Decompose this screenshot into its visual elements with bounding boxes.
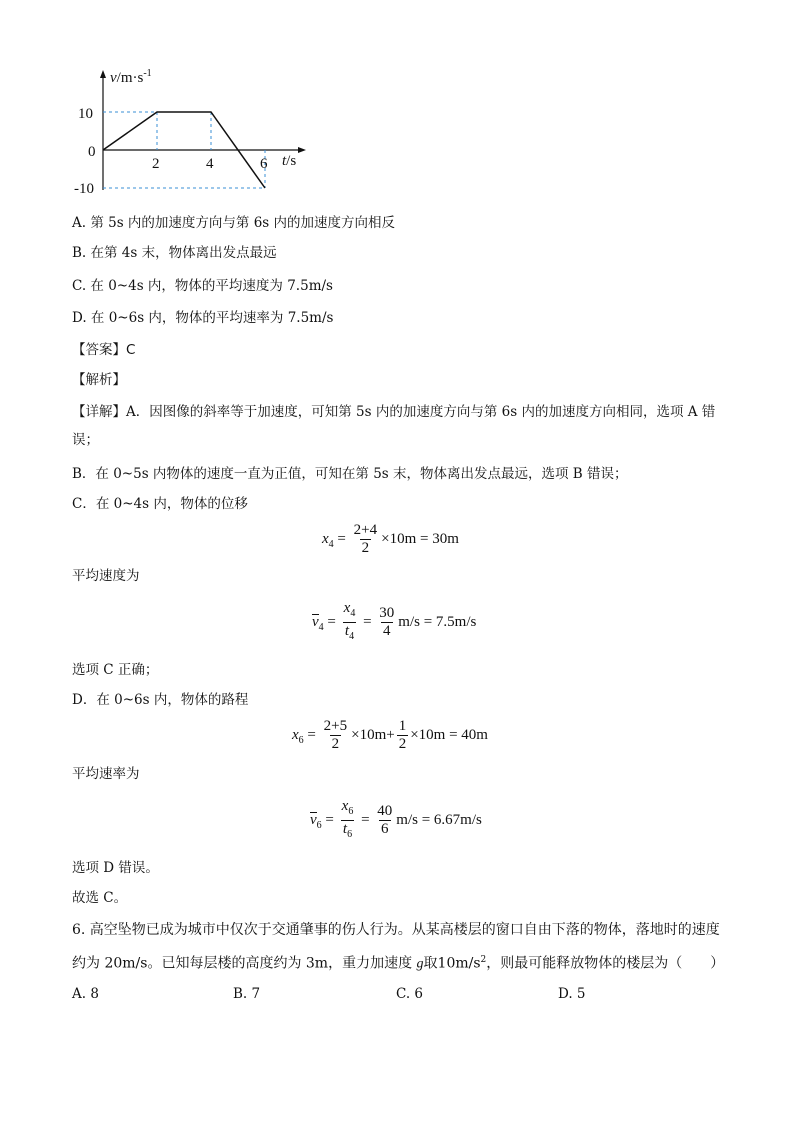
q6-stem-line-2: 约为 20m/s。已知每层楼的高度约为 3m，重力加速度 g取$10m/s^2$，则最可能释放物体的楼层为（ ） (72, 955, 725, 972)
option-d: D. 在 0~6s 内，物体的平均速率为 7.5m/s (72, 310, 334, 326)
detail-c-intro: C．在 0~4s 内，物体的位移 (72, 496, 248, 512)
x-tick-4: 4 (206, 156, 214, 172)
analysis-heading: 【解析】 (72, 372, 126, 388)
option-b: B. 在第 4s 末，物体离出发点最远 (72, 245, 277, 261)
q6-option-c: C. 6 (396, 986, 424, 1002)
y-tick-10: 10 (78, 106, 93, 122)
equation-avg-velocity-4: $v_4$ = $\frac{x_4}{t_4}$ = $\frac{30}{4}$ m/s = 7.5m/s (312, 600, 476, 645)
q6-stem-line-1: 6. 高空坠物已成为城市中仅次于交通肇事的伤人行为。从某高楼层的窗口自由下落的物体，落地时的速度 (72, 922, 720, 938)
avg-rate-label: 平均速率为 (72, 766, 140, 782)
x-tick-6: 6 (260, 156, 268, 172)
x-axis-label: t/s (282, 153, 297, 169)
equation-avg-rate-6: $v_6$ = $\frac{x_6}{t_6}$ = $\frac{40}{6}$ m/s = 6.67m/s (310, 798, 482, 843)
y-axis-arrow (100, 70, 106, 78)
x-tick-2: 2 (152, 156, 160, 172)
q6-option-b: B. 7 (233, 986, 261, 1002)
y-tick-neg10: -10 (74, 181, 94, 197)
c-correct: 选项 C 正确； (72, 662, 159, 678)
equation-displacement-4: $x_4$ = $\frac{2+4}{2}$ ×10m = 30m (322, 522, 459, 556)
velocity-time-graph (70, 62, 320, 202)
x-axis-arrow (298, 147, 306, 153)
conclusion: 故选 C。 (72, 890, 128, 906)
option-c: C. 在 0~4s 内，物体的平均速度为 7.5m/s (72, 278, 333, 294)
option-a: A. 第 5s 内的加速度方向与第 6s 内的加速度方向相反 (72, 215, 396, 231)
detail-d-intro: D．在 0~6s 内，物体的路程 (72, 692, 249, 708)
avg-speed-label: 平均速度为 (72, 568, 140, 584)
y-tick-0: 0 (88, 144, 96, 160)
detail-b: B．在 0~5s 内物体的速度一直为正值，可知在第 5s 末，物体离出发点最远，选项 B 错误； (72, 466, 628, 482)
y-axis-label: $v/m\cdot s^{-1}$ (110, 68, 152, 86)
q6-option-a: A. 8 (72, 986, 99, 1002)
q6-option-d: D. 5 (558, 986, 586, 1002)
equation-distance-6: $x_6$ = $\frac{2+5}{2}$ ×10m+ $\frac{1}{2}$ ×10m = 40m (292, 718, 488, 752)
d-wrong: 选项 D 错误。 (72, 860, 159, 876)
answer-label: 【答案】C (72, 342, 136, 358)
detail-a: 【详解】A．因图像的斜率等于加速度，可知第 5s 内的加速度方向与第 6s 内的加速度方向相同，选项 A 错误； (72, 404, 716, 448)
